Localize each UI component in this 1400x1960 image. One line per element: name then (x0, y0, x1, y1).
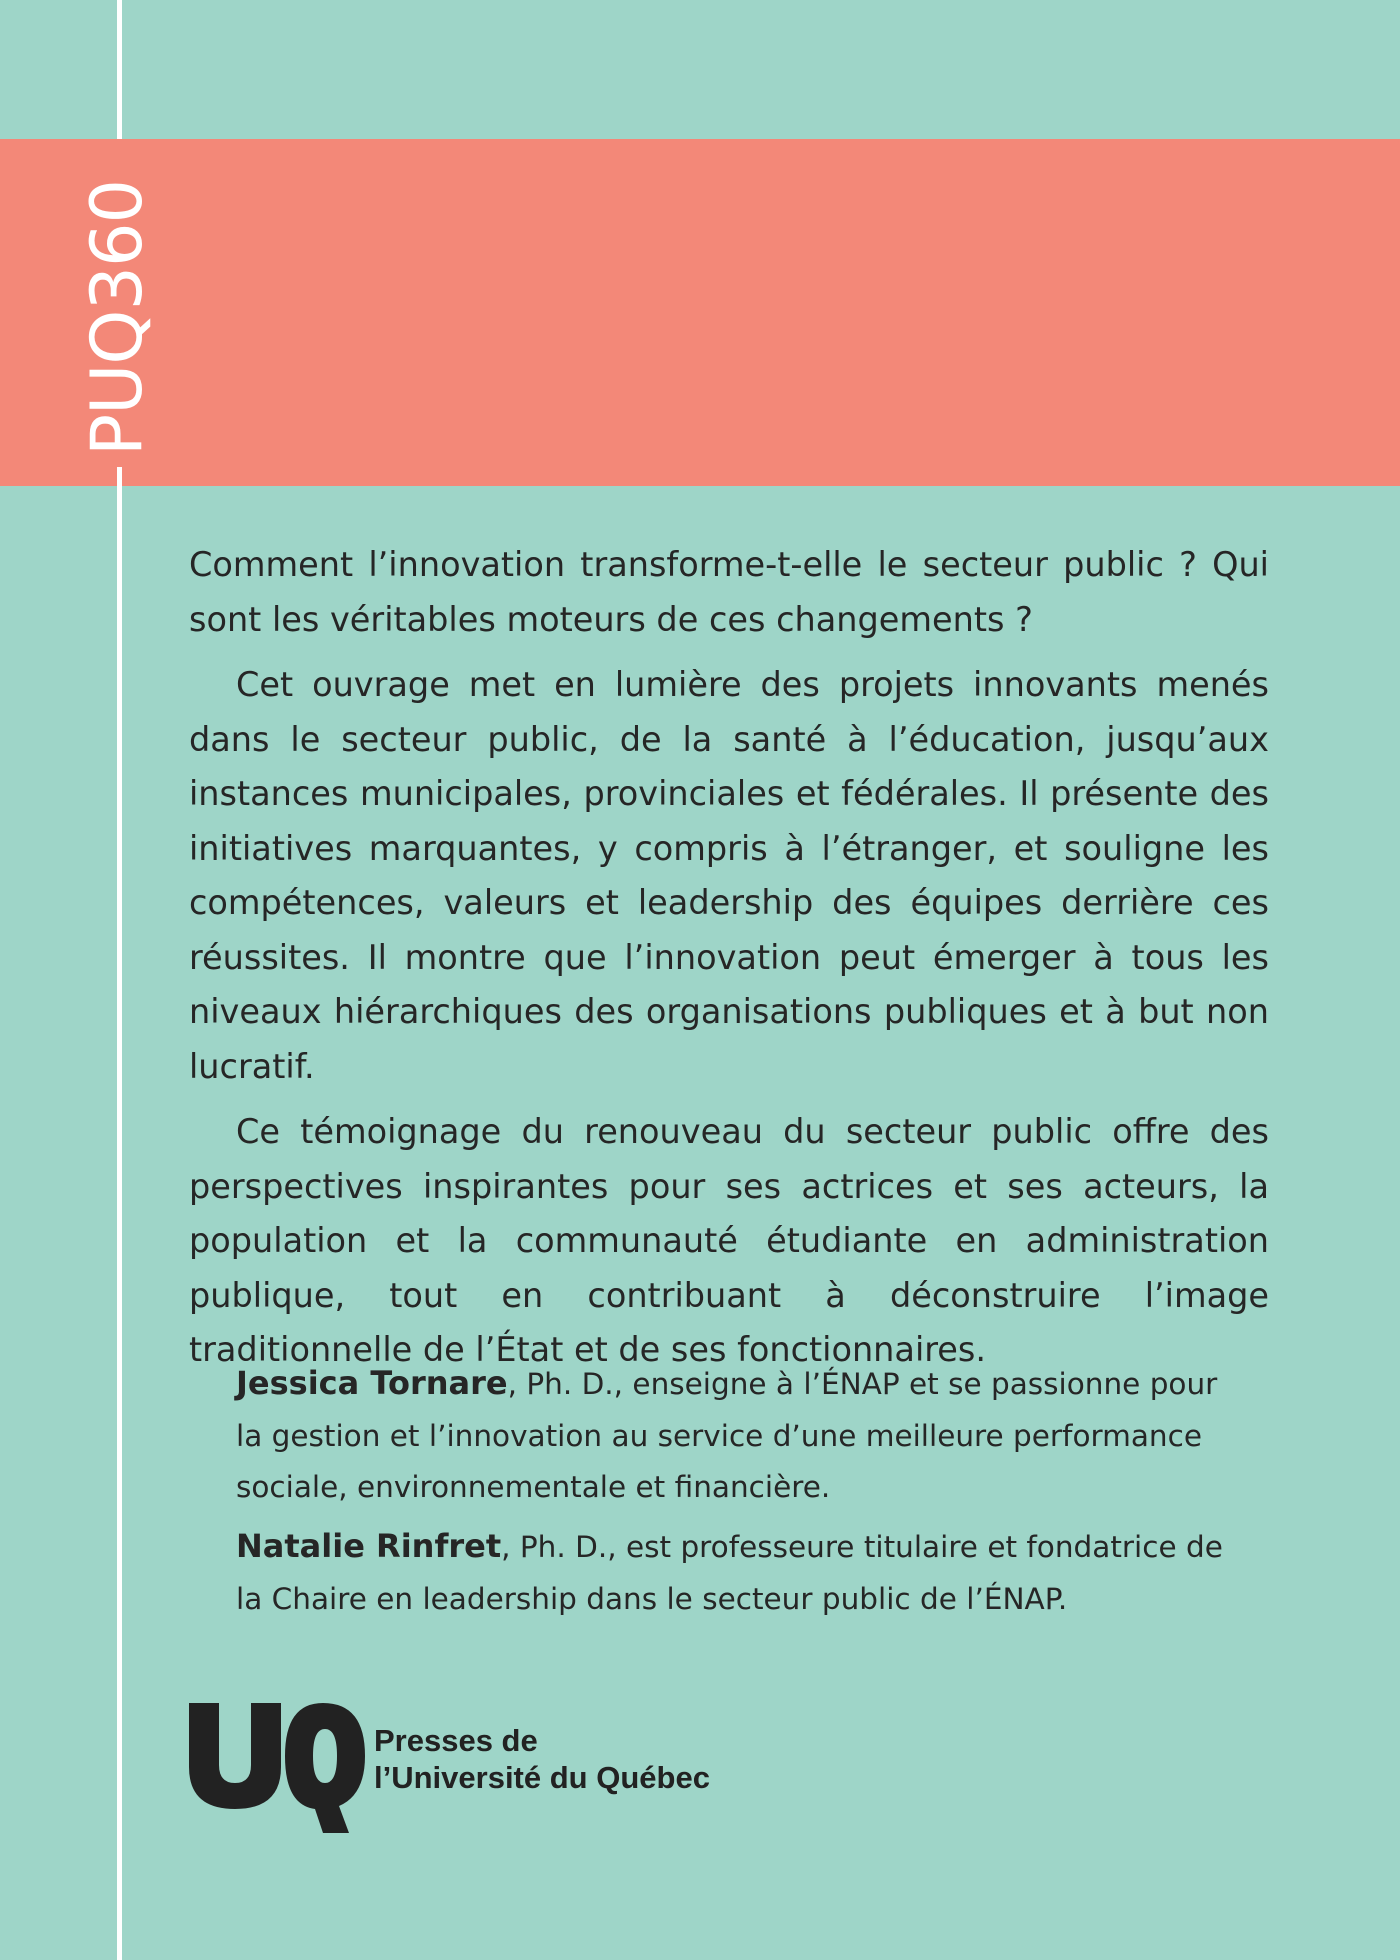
author-name-2: Natalie Rinfret (236, 1527, 502, 1565)
author-description-2: , Ph. D., est professeure titulaire et fondatrice de la Chaire en leadership dans le secteur public de l’ÉNAP. (236, 1530, 1223, 1616)
author-bio-1 (236, 1358, 1236, 1514)
publisher-line-2: l’Université du Québec (374, 1760, 710, 1795)
summary-paragraph-3: Ce témoignage du renouveau du secteur public offre des perspectives inspirantes pour ses actrices et ses acteurs, la population et la communauté étudiante en administration publique, tout en contribuant à déconstruire l’image traditionnelle de l’État et de ses fonctionnaires. (189, 1112, 1269, 1369)
author-bio-2-text (236, 1521, 1236, 1625)
summary-paragraph-2: Cet ouvrage met en lumière des projets innovants menés dans le secteur public, de la santé à l’éducation, jusqu’aux instances municipales, provinciales et fédérales. Il présente des initiatives marquantes, y compris à l’étranger, et souligne les compétences, valeurs et leadership des équipes derrière ces réussites. Il montre que l’innovation peut émerger à tous les niveaux hiérarchiques des organisations publiques et à but non lucratif. (189, 665, 1269, 1086)
vertical-rule-bottom (117, 467, 122, 1960)
puq360-series-logo (37, 178, 197, 458)
uq-logo-icon (189, 1703, 369, 1833)
publisher-line-1: Presses de (374, 1723, 538, 1758)
summary-paragraph-1: Comment l’innovation transforme-t-elle le secteur public ? Qui sont les véritables moteurs de ces changements ? (189, 545, 1269, 639)
author-bio-1-text (236, 1358, 1236, 1514)
book-summary (189, 538, 1269, 1389)
publisher-name (374, 1722, 710, 1796)
series-logo-text: PUQ360 (76, 179, 158, 457)
vertical-rule-top (117, 0, 122, 158)
coral-band (0, 139, 1400, 486)
author-name-1: Jessica Tornare (236, 1364, 508, 1402)
author-description-1: , Ph. D., enseigne à l’ÉNAP et se passionne pour la gestion et l’innovation au service d’une meilleure performance sociale, environnementale et financière. (236, 1367, 1218, 1504)
author-bio-2 (236, 1521, 1236, 1625)
